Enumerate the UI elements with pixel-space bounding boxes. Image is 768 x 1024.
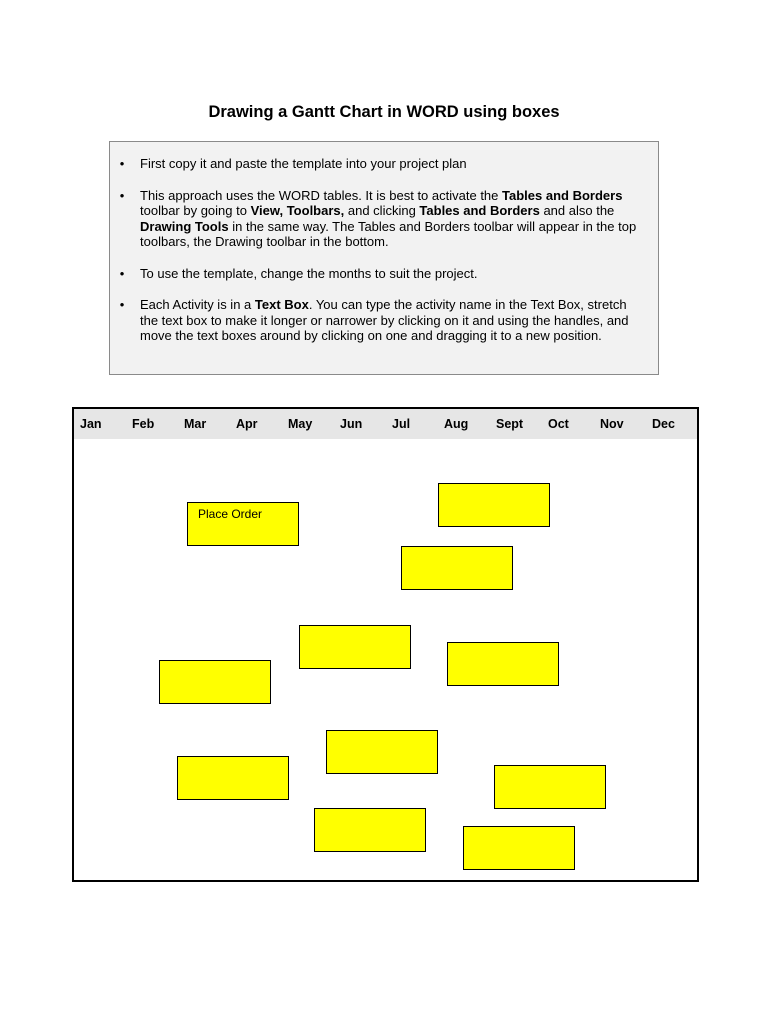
month-label: Apr <box>236 417 258 431</box>
instruction-bold-text: Drawing Tools <box>140 218 229 234</box>
activity-text-box[interactable]: Place Order <box>187 502 299 546</box>
instruction-text: and clicking <box>344 203 420 218</box>
instruction-item <box>116 156 646 172</box>
instruction-item <box>116 297 646 344</box>
month-label: Jul <box>392 417 411 431</box>
instruction-bold-text: Tables and Borders <box>502 187 623 203</box>
instruction-text: and also the <box>539 203 615 218</box>
month-label: May <box>288 417 313 431</box>
instruction-text: This approach uses the WORD tables. It is best to activate the <box>140 187 503 203</box>
activity-text-box[interactable] <box>177 756 289 800</box>
instruction-text: Each Activity is in a <box>140 297 255 312</box>
activity-text-box[interactable] <box>447 642 559 686</box>
instruction-text: in the same way. The Tables and Borders toolbar will appear in the top toolbars, the Drawing toolbar in the bottom. <box>140 218 637 249</box>
instruction-bold-text: Text Box <box>254 297 309 312</box>
page-title: Drawing a Gantt Chart in WORD using boxes <box>208 103 560 121</box>
activity-text-box[interactable] <box>401 546 513 590</box>
instruction-text: toolbar by going to <box>140 203 251 218</box>
instructions-box <box>109 141 659 375</box>
month-label: Oct <box>548 417 569 431</box>
month-label: Jun <box>340 417 363 431</box>
instruction-text: First copy it and paste the template into your project plan <box>140 156 467 171</box>
instruction-bold-text: Tables and Borders <box>419 203 540 218</box>
activity-text-box[interactable] <box>159 660 271 704</box>
activity-text-box[interactable] <box>438 483 550 527</box>
month-label: Feb <box>132 417 155 431</box>
instruction-text: . You can type the activity name in the Text Box, stretch the text box to make it longer or narrower by clicking on it and using the handles, and move the text boxes around by clicking on one and dragging it to a new position. <box>140 297 629 343</box>
activity-text-box[interactable] <box>314 808 426 852</box>
month-label: Jan <box>80 417 102 431</box>
month-header <box>74 409 697 439</box>
instructions-list <box>116 156 646 344</box>
month-label: Nov <box>600 417 624 431</box>
gantt-chart <box>72 407 699 882</box>
month-label: Dec <box>652 417 675 431</box>
activity-text-box[interactable] <box>299 625 411 669</box>
instruction-bold-text: View, Toolbars, <box>250 203 345 218</box>
month-label: Aug <box>444 417 469 431</box>
instruction-text: To use the template, change the months to suit the project. <box>140 265 478 281</box>
activity-text-box[interactable] <box>463 826 575 870</box>
bullet-icon: • <box>119 187 125 203</box>
instruction-item <box>116 188 646 250</box>
bullet-icon: • <box>119 265 125 281</box>
activity-text-box[interactable] <box>494 765 606 809</box>
month-label: Mar <box>184 417 207 431</box>
instruction-item <box>116 266 646 282</box>
month-label: Sept <box>496 417 524 431</box>
bullet-icon: • <box>119 156 125 171</box>
activity-text-box[interactable] <box>326 730 438 774</box>
bullet-icon: • <box>119 297 125 312</box>
